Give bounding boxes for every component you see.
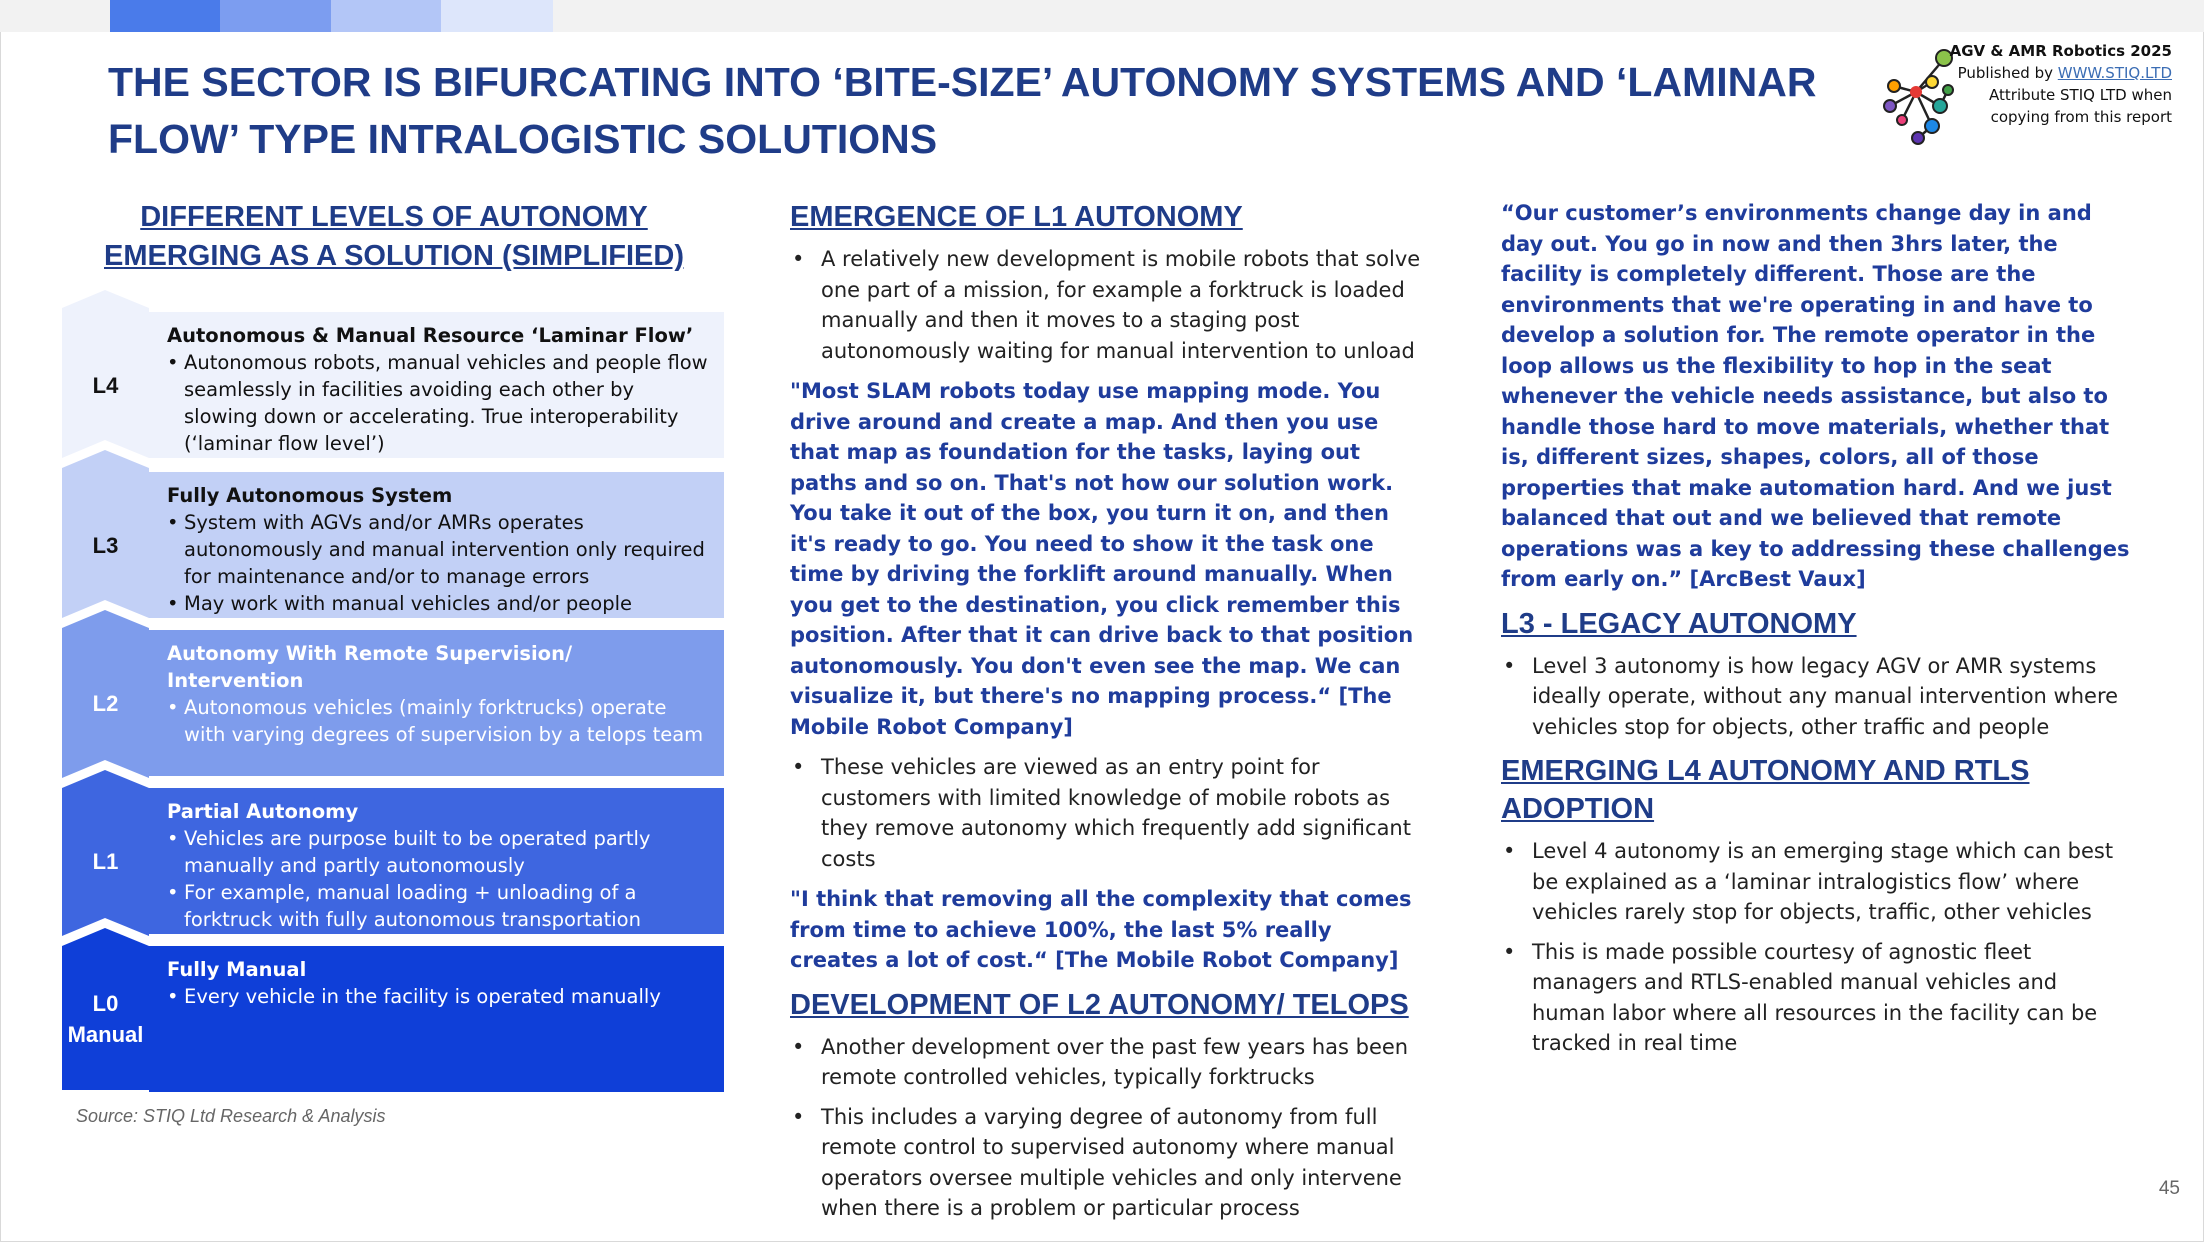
published-by-label: Published by (1957, 64, 2058, 82)
level-tag: L3 (92, 532, 119, 558)
l1-heading: EMERGENCE OF L1 AUTONOMY (790, 201, 1243, 233)
top-progress-bar (0, 0, 2204, 32)
page-number: 45 (2158, 1178, 2180, 1199)
l2-heading: DEVELOPMENT OF L2 AUTONOMY/ TELOPS (790, 988, 1409, 1021)
l1-bullet: • A relatively new development is mobile robots that solve one part of a mission, for example a forktruck is loaded manually and then it moves to a staging post autonomously waiting for manual intervention to unload (790, 244, 1422, 366)
report-name: AGV & AMR Robotics 2025 (1949, 42, 2172, 60)
right-column (1501, 198, 2133, 1069)
attribute-line-2: copying from this report (1990, 108, 2172, 126)
level-bullet: • For example, manual loading + unloading of a forktruck with fully autonomous transportation (167, 879, 712, 933)
level-bullet: • Autonomous vehicles (mainly forktrucks) operate with varying degrees of supervision by a telops team (167, 694, 712, 748)
arcbest-quote: “Our customer’s environments change day in and day out. You go in now and then 3hrs later, the facility is completely different. Those are the environments that we're operating in and have to develop a solution for. The remote operator in the loop allows us the flexibility to hop in the seat whenever the vehicle needs assistance, but also to handle those hard to move materials, whether that is, different sizes, shapes, colors, all of those properties that make automation hard. And we just balanced that out and we believed that remote operations was a key to addressing these challenges from early on.” [ArcBest Vaux] (1501, 201, 2130, 591)
level-card-l1 (62, 788, 724, 934)
level-body (149, 472, 724, 618)
level-body (149, 788, 724, 934)
level-title: Partial Autonomy (167, 800, 359, 823)
progress-segment-2 (220, 0, 331, 32)
level-tag: L4 (92, 372, 119, 398)
level-bullet: • System with AGVs and/or AMRs operates autonomously and manual intervention only required for maintenance and/or to manage errors (167, 509, 712, 590)
level-tag: L1 (92, 848, 119, 874)
published-by-line (1950, 62, 2172, 84)
level-title: Fully Autonomous System (167, 484, 453, 507)
mobile-robot-quote-2: "I think that removing all the complexity that comes from time to achieve 100%, the last 5% really creates a lot of cost.“ [The Mobile Robot Company] (790, 887, 1412, 972)
l4-bullet: • Level 4 autonomy is an emerging stage which can best be explained as a ‘laminar intralogistics flow’ where vehicles rarely stop for objects, traffic, other vehicles (1501, 836, 2133, 928)
level-card-l2 (62, 630, 724, 776)
level-title: Autonomous & Manual Resource ‘Laminar Flow’ (167, 324, 694, 347)
progress-segment-1 (110, 0, 220, 32)
progress-segment-4 (441, 0, 553, 32)
level-title: Fully Manual (167, 958, 307, 981)
level-tag: L2 (92, 690, 119, 716)
level-bullet: • May work with manual vehicles and/or people (167, 590, 712, 617)
level-card-l3 (62, 472, 724, 618)
autonomy-levels-heading: DIFFERENT LEVELS OF AUTONOMY EMERGING AS A SOLUTION (SIMPLIFIED) (104, 201, 684, 272)
brand-block (1880, 40, 2190, 145)
mobile-robot-quote-1: "Most SLAM robots today use mapping mode. You drive around and create a map. And then you use that map as foundation for the tasks, laying out paths and so on. That's not how our solution work. You take it out of the box, you turn it on, and then it's ready to go. You need to show it the task one time by driving the forklift around manually. When you get to the destination, you click remember this position. After that it can drive back to that position autonomously. You don't even see the map. We can visualize it, but there's no mapping process.“ [The Mobile Robot Company] (790, 379, 1414, 739)
l4-bullet: • This is made possible courtesy of agnostic fleet managers and RTLS-enabled manual vehicles and human labor where all resources in the facility can be tracked in real time (1501, 937, 2133, 1059)
attribute-line-1: Attribute STIQ LTD when (1989, 86, 2172, 104)
source-note: Source: STIQ Ltd Research & Analysis (76, 1106, 386, 1126)
level-bullet: • Vehicles are purpose built to be operated partly manually and partly autonomously (167, 825, 712, 879)
level-title: Autonomy With Remote Supervision/ Intervention (167, 642, 573, 692)
progress-segment-3 (331, 0, 441, 32)
level-card-l0 (62, 946, 724, 1092)
brand-text (1950, 40, 2172, 128)
level-bullet: • Autonomous robots, manual vehicles and people flow seamlessly in facilities avoiding each other by slowing down or accelerating. True interoperability (‘laminar flow level’) (167, 349, 712, 457)
middle-column (790, 198, 1422, 1234)
stiq-website-link[interactable]: WWW.STIQ.LTD (2057, 64, 2172, 82)
l3-bullet: • Level 3 autonomy is how legacy AGV or AMR systems ideally operate, without any manual intervention where vehicles stop for objects, other traffic and people (1501, 651, 2133, 743)
l2-bullet: • This includes a varying degree of autonomy from full remote control to supervised autonomy where manual operators oversee multiple vehicles and only intervene when there is a problem or particular process (790, 1102, 1422, 1224)
slide-title: THE SECTOR IS BIFURCATING INTO ‘BITE-SIZE’ AUTONOMY SYSTEMS AND ‘LAMINAR FLOW’ TYPE INTRALOGISTIC SOLUTIONS (108, 59, 1817, 162)
l1-bullet-2: • These vehicles are viewed as an entry point for customers with limited knowledge of mobile robots as they remove autonomy which frequently add significant costs (790, 752, 1422, 874)
l4-heading: EMERGING L4 AUTONOMY AND RTLS ADOPTION (1501, 755, 2030, 825)
level-tag: L0 Manual (67, 991, 144, 1047)
level-body (149, 312, 724, 458)
l2-bullet: • Another development over the past few years has been remote controlled vehicles, typically forktrucks (790, 1032, 1422, 1093)
level-body (149, 630, 724, 776)
level-card-l4 (62, 312, 724, 458)
stiq-molecule-logo-icon (1880, 46, 1960, 150)
l3-heading: L3 - LEGACY AUTONOMY (1501, 607, 1857, 640)
level-bullet: • Every vehicle in the facility is operated manually (167, 983, 712, 1010)
level-body (149, 946, 724, 1092)
